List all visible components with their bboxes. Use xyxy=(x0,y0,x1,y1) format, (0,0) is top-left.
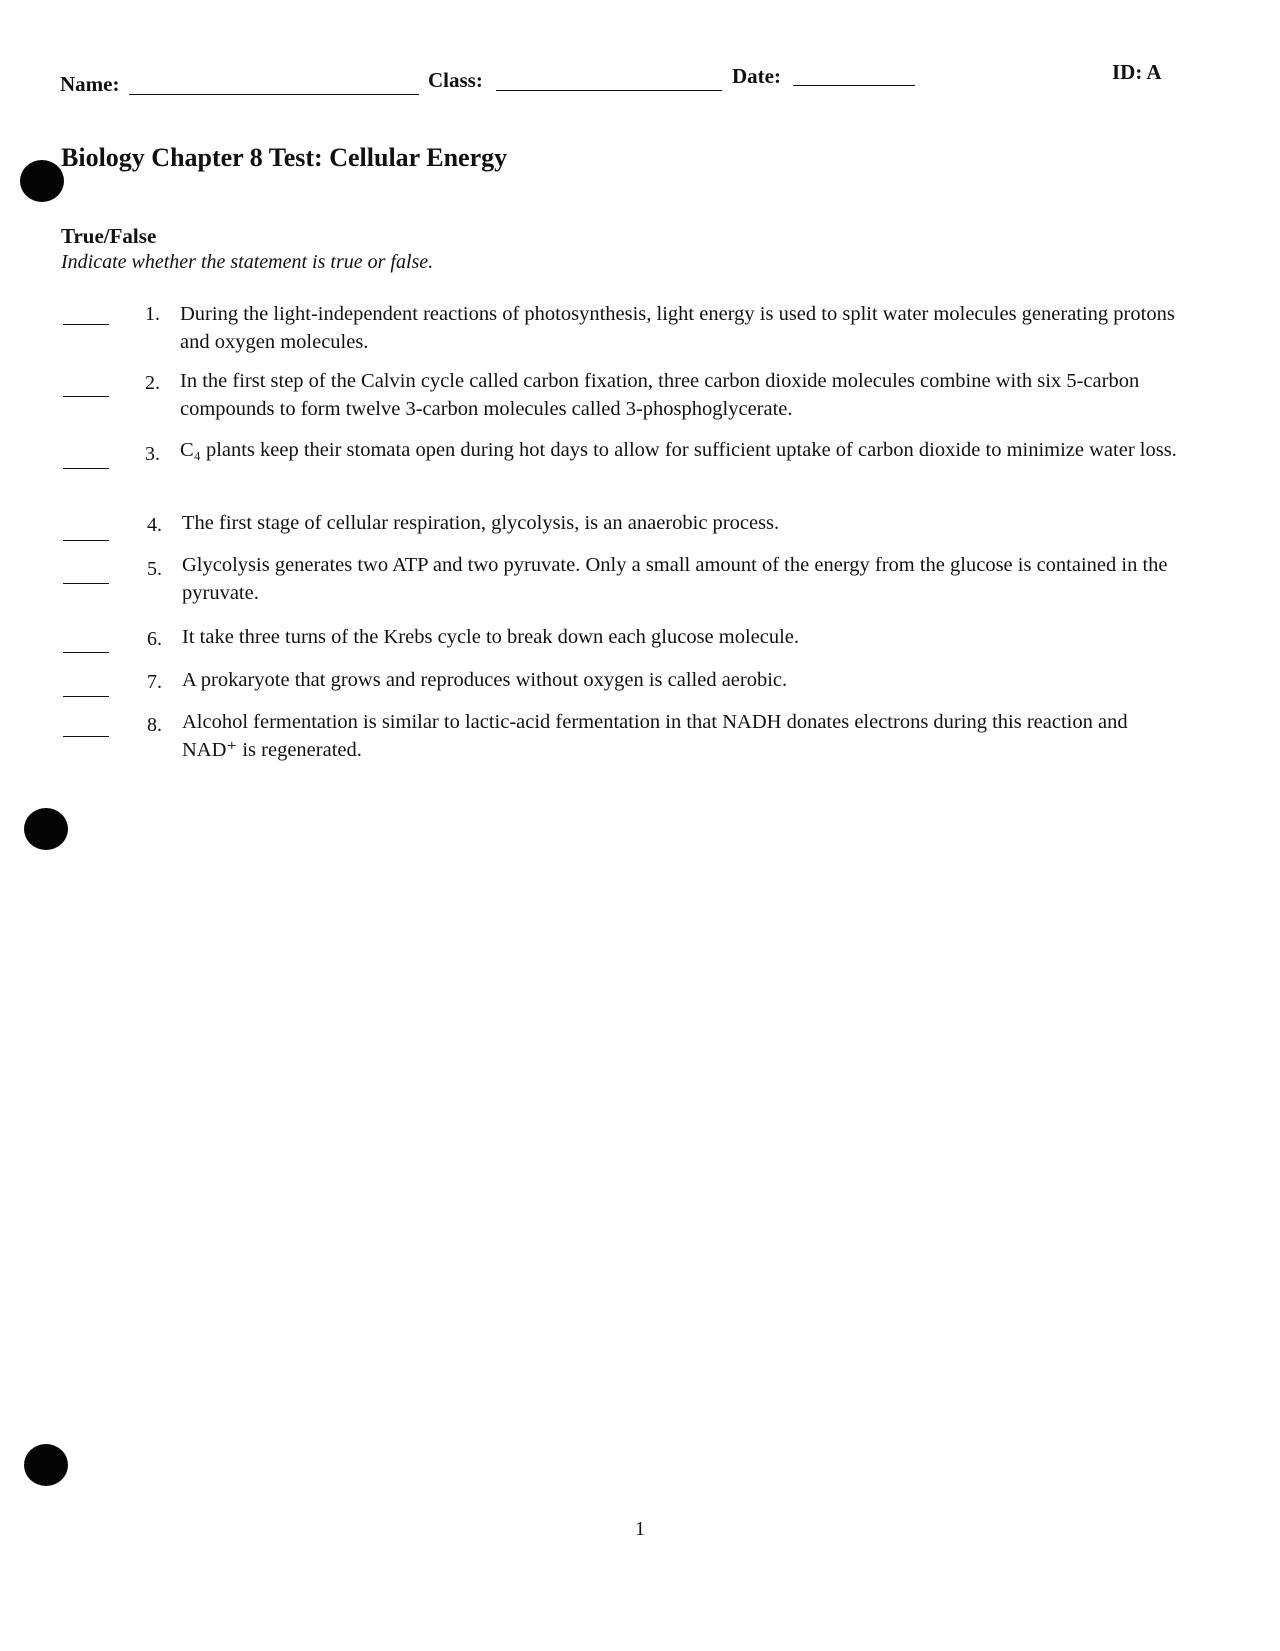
section-heading: True/False xyxy=(61,224,157,248)
question-number: 1. xyxy=(145,303,160,325)
question-number: 8. xyxy=(147,714,162,736)
question-text: A prokaryote that grows and reproduces without oxygen is called aerobic. xyxy=(182,669,788,691)
question-text: In the first step of the Calvin cycle called carbon fixation, three carbon dioxide molecules combine with six 5-carbon compounds to form twelve 3-carbon molecules called 3-phosphoglycerate. xyxy=(180,370,1140,420)
class-label: Class: xyxy=(428,68,483,92)
name-blank[interactable] xyxy=(129,94,419,95)
question-number: 4. xyxy=(147,514,162,536)
question-text: C₄ plants keep their stomata open during hot days to allow for sufficient uptake of carbon dioxide to minimize water loss. xyxy=(180,439,1177,461)
answer-blank[interactable] xyxy=(63,540,109,541)
answer-blank[interactable] xyxy=(63,652,109,653)
punch-hole xyxy=(24,1444,68,1486)
answer-blank[interactable] xyxy=(63,696,109,697)
punch-hole xyxy=(20,160,64,202)
answer-blank[interactable] xyxy=(63,396,109,397)
question-text: During the light-independent reactions of photosynthesis, light energy is used to split water molecules generating protons and oxygen molecules. xyxy=(180,303,1175,353)
question-number: 2. xyxy=(145,372,160,394)
class-blank[interactable] xyxy=(496,90,722,91)
id-label: ID: A xyxy=(1112,60,1162,84)
date-blank[interactable] xyxy=(793,85,915,86)
answer-blank[interactable] xyxy=(63,468,109,469)
header xyxy=(60,58,1180,98)
question-text: Glycolysis generates two ATP and two pyruvate. Only a small amount of the energy from the glucose is contained in the pyruvate. xyxy=(182,554,1168,604)
answer-blank[interactable] xyxy=(63,736,109,737)
punch-hole xyxy=(24,808,68,850)
question-text: The first stage of cellular respiration, glycolysis, is an anaerobic process. xyxy=(182,512,780,534)
section-instruction: Indicate whether the statement is true or false. xyxy=(61,251,434,273)
answer-blank[interactable] xyxy=(63,583,109,584)
name-label: Name: xyxy=(60,72,120,96)
section-header xyxy=(61,223,433,275)
question-number: 3. xyxy=(145,443,160,465)
question-number: 7. xyxy=(147,671,162,693)
answer-blank[interactable] xyxy=(63,324,109,325)
page-title: Biology Chapter 8 Test: Cellular Energy xyxy=(61,143,508,172)
question-number: 6. xyxy=(147,628,162,650)
question-text: It take three turns of the Krebs cycle to break down each glucose molecule. xyxy=(182,626,800,648)
page-number: 1 xyxy=(635,1518,645,1540)
question-number: 5. xyxy=(147,558,162,580)
question-text: Alcohol fermentation is similar to lactic-acid fermentation in that NADH donates electrons during this reaction and NAD⁺ is regenerated. xyxy=(182,711,1128,761)
date-label: Date: xyxy=(732,64,781,88)
